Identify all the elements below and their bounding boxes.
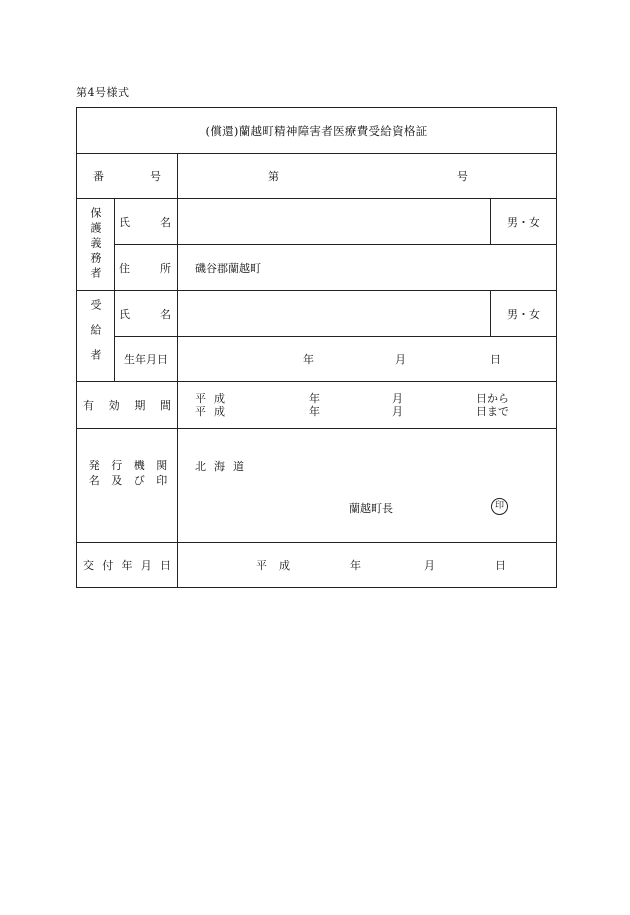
issuer-label-2-0: 名	[88, 474, 100, 487]
recipient-dob-label: 生年月日	[115, 337, 178, 382]
validity-label-1: 効	[108, 399, 120, 412]
guardian-group-label	[77, 199, 115, 291]
number-value[interactable]	[178, 154, 557, 199]
validity-from-month: 月	[392, 392, 403, 405]
issue-date-label-4: 日	[160, 559, 171, 572]
issue-date-label-2: 年	[121, 559, 133, 572]
number-label-b: 号	[150, 170, 161, 183]
validity-label-3: 間	[159, 399, 171, 412]
guardian-group-text: 保護義務者	[89, 207, 102, 282]
number-suffix: 号	[457, 170, 469, 183]
validity-to-year: 年	[309, 405, 320, 418]
guardian-name-label-a: 氏	[119, 215, 130, 229]
issuer-field[interactable]	[178, 429, 557, 543]
issue-month: 月	[424, 559, 435, 572]
issue-date-label-3: 月	[140, 559, 152, 572]
issue-year: 年	[350, 559, 361, 572]
number-label-a: 番	[93, 170, 104, 183]
validity-to-era-a: 平	[195, 405, 206, 418]
recipient-group-label	[77, 291, 115, 382]
guardian-address-label	[115, 245, 178, 291]
validity-from-era-a: 平	[195, 392, 206, 405]
guardian-address-label-a: 住	[119, 261, 130, 275]
certificate-title: (償還)蘭越町精神障害者医療費受給資格証	[77, 108, 557, 154]
recipient-dob-field[interactable]	[178, 337, 557, 382]
issuer-label-2-1: 及	[111, 474, 123, 487]
issue-date-label	[77, 543, 178, 588]
issue-era-a: 平	[256, 559, 267, 572]
guardian-sex[interactable]: 男・女	[491, 199, 557, 245]
issuer-mayor: 蘭越町長	[349, 502, 393, 515]
number-label	[77, 154, 178, 199]
validity-field[interactable]	[178, 382, 557, 429]
recipient-sex[interactable]: 男・女	[491, 291, 557, 337]
validity-to-month: 月	[392, 405, 403, 418]
issuer-label-2-2: び	[133, 474, 145, 487]
issue-date-label-0: 交	[83, 559, 94, 572]
issue-date-label-1: 付	[102, 559, 114, 572]
dob-year: 年	[303, 353, 314, 366]
validity-label	[77, 382, 178, 429]
validity-from-year: 年	[309, 392, 320, 405]
validity-to-day: 日まで	[476, 405, 509, 418]
validity-from-era-b: 成	[214, 392, 225, 405]
issue-day: 日	[495, 559, 506, 572]
guardian-name-label-b: 名	[160, 215, 171, 229]
recipient-group-text: 受給者	[89, 298, 102, 374]
recipient-name-field[interactable]	[178, 291, 491, 337]
form-number: 第4号様式	[76, 86, 130, 99]
issuer-label-1-3: 関	[156, 459, 168, 472]
issuer-label-1-0: 発	[88, 459, 100, 472]
guardian-address-label-b: 所	[160, 261, 171, 275]
validity-to-era-b: 成	[214, 405, 225, 418]
recipient-name-label-b: 名	[160, 307, 171, 321]
issuer-prefecture: 北海道	[195, 460, 252, 473]
recipient-name-label-a: 氏	[119, 307, 130, 321]
recipient-name-label	[115, 291, 178, 337]
guardian-name-label	[115, 199, 178, 245]
dob-month: 月	[395, 353, 406, 366]
guardian-name-field[interactable]	[178, 199, 491, 245]
number-prefix: 第	[268, 170, 279, 183]
validity-label-2: 期	[134, 399, 146, 412]
validity-label-0: 有	[83, 399, 94, 412]
certificate-table	[76, 107, 557, 588]
issue-era-b: 成	[279, 559, 290, 572]
validity-from-day: 日から	[476, 392, 509, 405]
issuer-label	[77, 429, 178, 543]
dob-day: 日	[490, 353, 501, 366]
seal-icon: 印	[491, 498, 508, 515]
issuer-label-2-3: 印	[156, 474, 168, 487]
issuer-label-1-2: 機	[133, 459, 145, 472]
guardian-address-field[interactable]: 磯谷郡蘭越町	[178, 245, 557, 291]
issuer-label-1-1: 行	[111, 459, 123, 472]
issue-date-field[interactable]	[178, 543, 557, 588]
